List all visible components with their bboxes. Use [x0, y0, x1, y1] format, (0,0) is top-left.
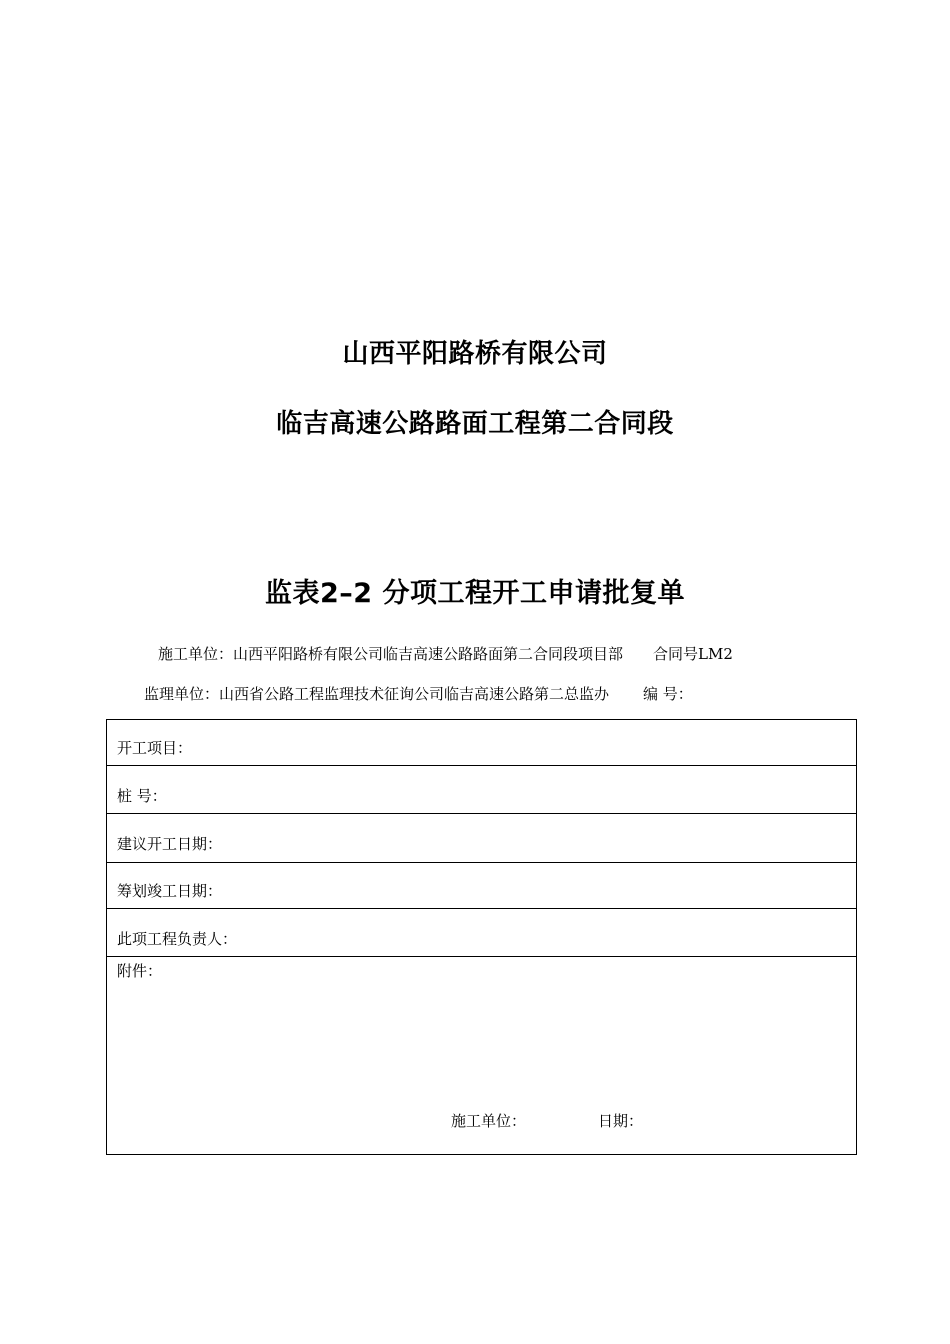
project-lead-label: 此项工程负责人：: [117, 930, 238, 948]
application-form-table: [106, 719, 857, 1155]
company-name: 山西平阳路桥有限公司: [342, 339, 608, 369]
contractor-unit: 施工单位：山西平阳路桥有限公司临吉高速公路路面第二合同段项目部: [158, 645, 624, 663]
signature-date-label: 日期：: [598, 1112, 644, 1130]
attachment-cell: [107, 957, 856, 1154]
form-row-stake: [107, 766, 856, 814]
serial-number-label: 编 号：: [643, 685, 693, 703]
form-row-finish-date: [107, 863, 856, 909]
start-date-label: 建议开工日期：: [117, 835, 223, 853]
form-title: 监表2–2 分项工程开工申请批复单: [265, 578, 685, 609]
project-label: 开工项目：: [117, 739, 193, 757]
finish-date-label: 筹划竣工日期：: [117, 882, 223, 900]
supervisor-info-line: [144, 683, 693, 704]
contract-section-title: 临吉高速公路路面工程第二合同段: [276, 409, 674, 439]
contract-number: 合同号LM2: [653, 645, 733, 663]
attachment-label: 附件：: [117, 962, 163, 980]
signature-unit-label: 施工单位：: [451, 1112, 527, 1130]
form-row-start-date: [107, 814, 856, 863]
form-row-project-lead: [107, 909, 856, 957]
stake-label: 桩 号：: [117, 787, 167, 805]
contractor-info-line: [158, 643, 733, 664]
supervisor-unit: 监理单位：山西省公路工程监理技术征询公司临吉高速公路第二总监办: [144, 685, 610, 703]
form-row-project: [107, 720, 856, 766]
